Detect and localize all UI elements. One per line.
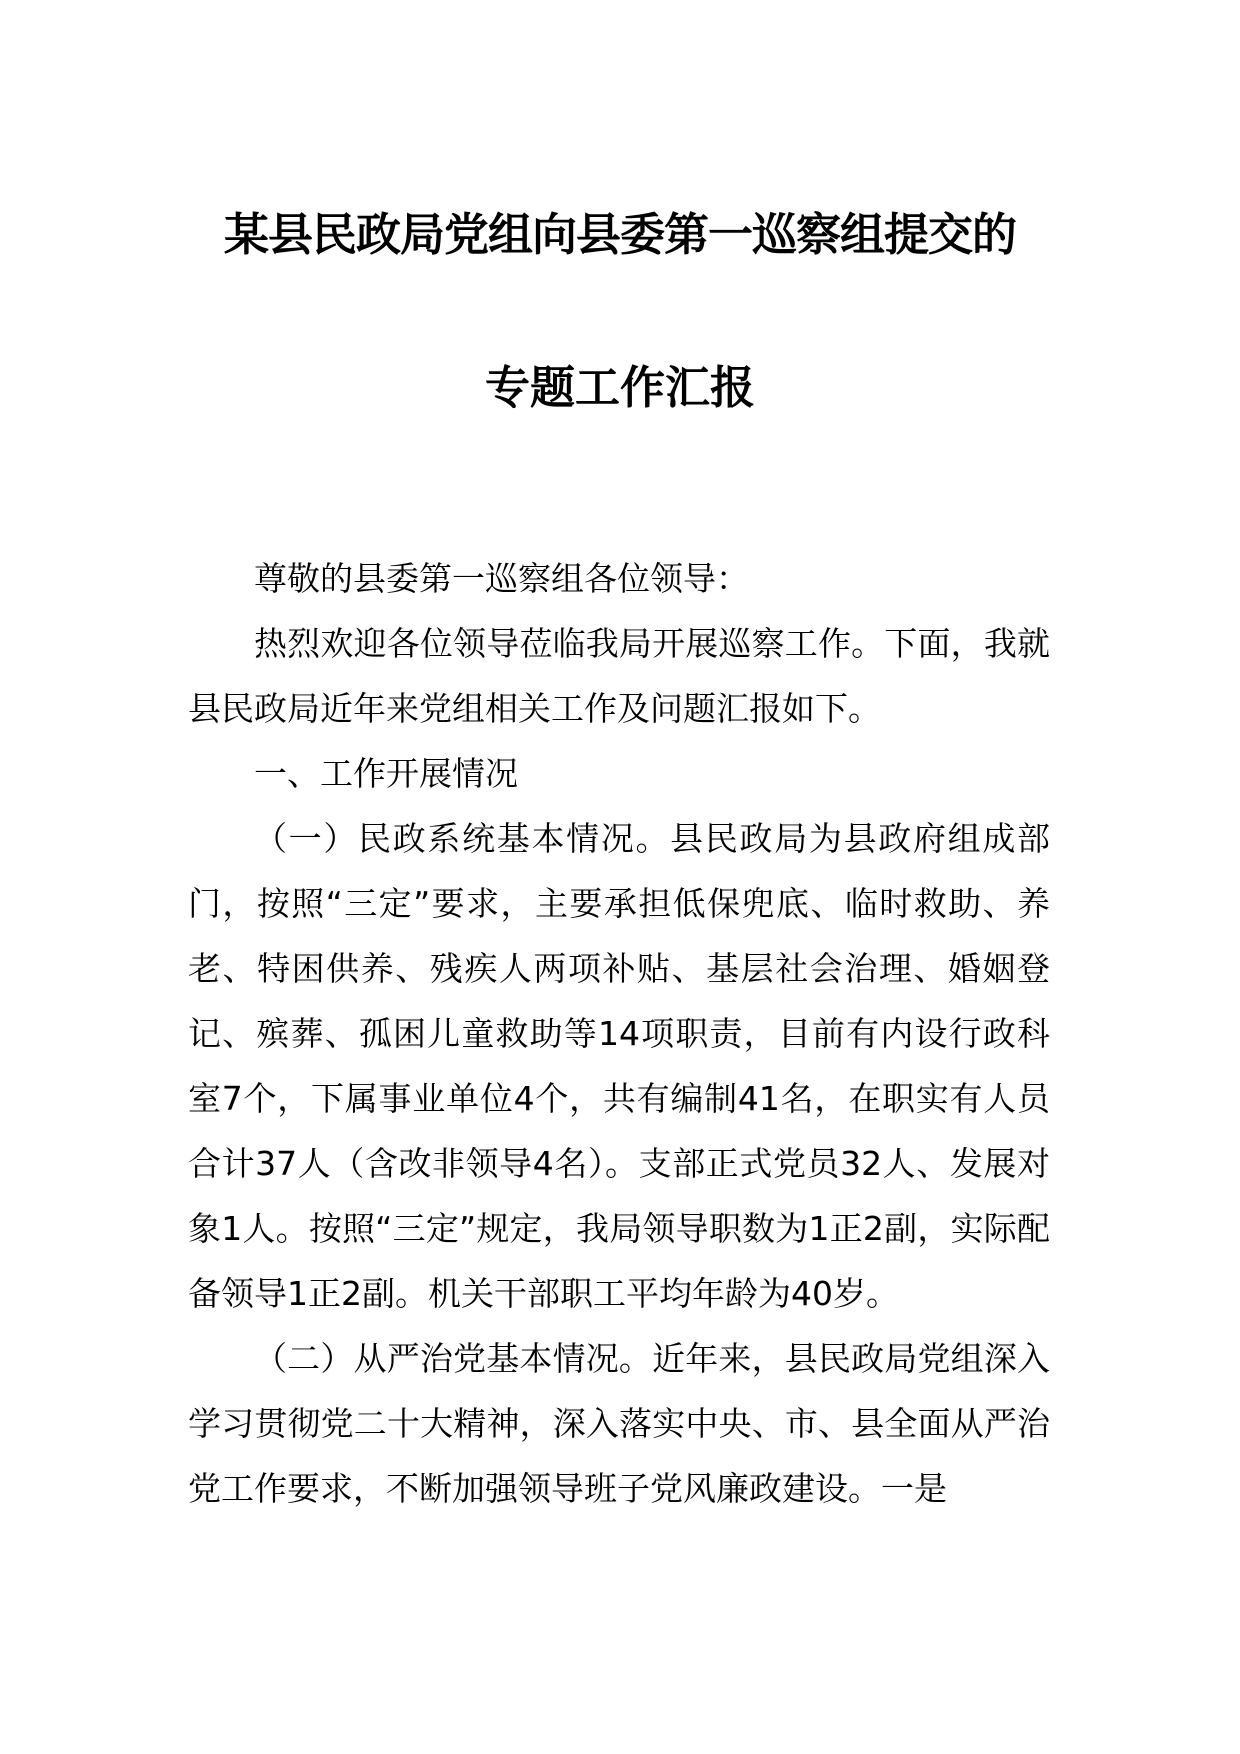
opening-paragraph: 热烈欢迎各位领导莅临我局开展巡察工作。下面，我就县民政局近年来党组相关工作及问题汇报如下。 <box>188 624 1050 728</box>
section-heading-1: 一、工作开展情况 <box>254 754 518 793</box>
document-body <box>188 546 1050 1521</box>
basic-situation-paragraph: （一）民政系统基本情况。县民政局为县政府组成部门，按照“三定”要求，主要承担低保兜底、临时救助、养老、特困供养、残疾人两项补贴、基层社会治理、婚姻登记、殡葬、孤困儿童救助等14项职责，目前有内设行政科室7个，下属事业单位4个，共有编制41名，在职实有人员合计37人（含改非领导4名）。支部正式党员32人、发展对象1人。按照“三定”规定，我局领导职数为1正2副，实际配备领导1正2副。机关干部职工平均年龄为40岁。 <box>188 819 1050 1313</box>
document-title-line-2: 专题工作汇报 <box>484 361 755 414</box>
salutation-paragraph: 尊敬的县委第一巡察组各位领导： <box>254 559 749 598</box>
document-title-line-1: 某县民政局党组向县委第一巡察组提交的 <box>223 208 1016 261</box>
party-governance-paragraph: （二）从严治党基本情况。近年来，县民政局党组深入学习贯彻党二十大精神，深入落实中央、市、县全面从严治党工作要求，不断加强领导班子党风廉政建设。一是 <box>188 1339 1050 1508</box>
